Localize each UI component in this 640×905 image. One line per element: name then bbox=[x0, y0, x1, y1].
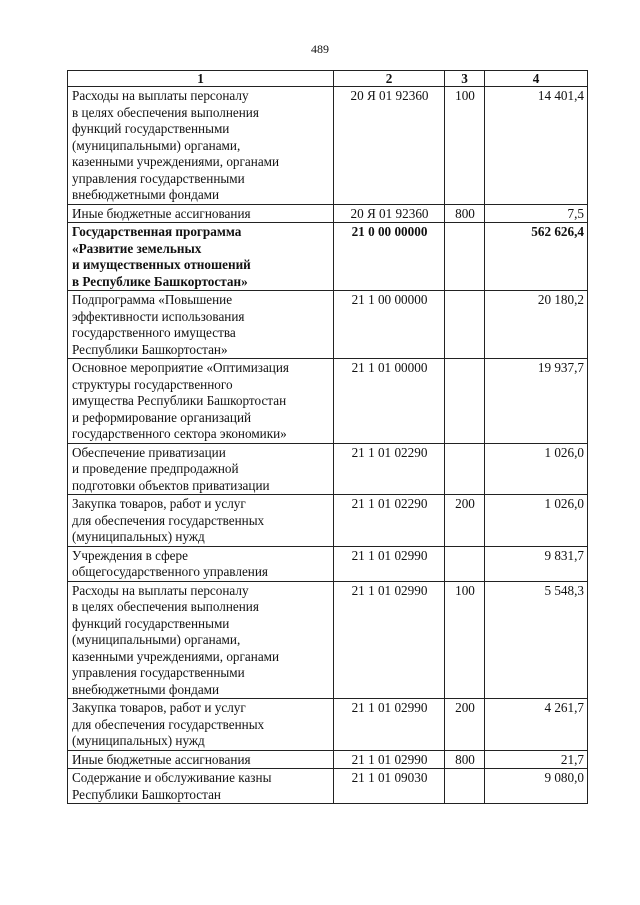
table-row bbox=[68, 769, 588, 804]
row-expense-type-cell bbox=[445, 443, 485, 495]
row-code-cell: 21 1 01 00000 bbox=[334, 359, 445, 444]
row-code-cell: 21 1 01 02990 bbox=[334, 581, 445, 699]
table-row bbox=[68, 443, 588, 495]
table-row bbox=[68, 87, 588, 205]
row-description-cell: Государственная программа «Развитие земельных и имущественных отношений в Республике Башкортостан» bbox=[68, 223, 334, 291]
row-amount-cell: 9 080,0 bbox=[485, 769, 588, 804]
row-code-cell: 21 1 00 00000 bbox=[334, 291, 445, 359]
row-expense-type-cell: 200 bbox=[445, 495, 485, 547]
table-row bbox=[68, 359, 588, 444]
table-row bbox=[68, 291, 588, 359]
row-description-cell: Расходы на выплаты персоналу в целях обеспечения выполнения функций государственными (муниципальными) органами, казенными учреждениями, органами управления государственными внебюджетными фондами bbox=[68, 581, 334, 699]
row-expense-type-cell bbox=[445, 291, 485, 359]
row-amount-cell: 14 401,4 bbox=[485, 87, 588, 205]
row-expense-type-cell bbox=[445, 769, 485, 804]
row-expense-type-cell bbox=[445, 546, 485, 581]
row-code-cell: 21 1 01 02990 bbox=[334, 699, 445, 751]
row-code-cell: 20 Я 01 92360 bbox=[334, 204, 445, 223]
row-code-cell: 21 1 01 02990 bbox=[334, 546, 445, 581]
row-description-cell: Расходы на выплаты персоналу в целях обеспечения выполнения функций государственными (муниципальными) органами, казенными учреждениями, органами управления государственными внебюджетными фондами bbox=[68, 87, 334, 205]
row-description-cell: Учреждения в сфере общегосударственного управления bbox=[68, 546, 334, 581]
row-amount-cell: 7,5 bbox=[485, 204, 588, 223]
table-row bbox=[68, 546, 588, 581]
row-description-cell: Закупка товаров, работ и услуг для обеспечения государственных (муниципальных) нужд bbox=[68, 699, 334, 751]
row-code-cell: 21 1 01 02290 bbox=[334, 495, 445, 547]
budget-table bbox=[67, 70, 588, 804]
row-description-cell: Подпрограмма «Повышение эффективности использования государственного имущества Республики Башкортостан» bbox=[68, 291, 334, 359]
column-header-4: 4 bbox=[485, 71, 588, 87]
row-amount-cell: 19 937,7 bbox=[485, 359, 588, 444]
row-description-cell: Основное мероприятие «Оптимизация структуры государственного имущества Республики Башкортостан и реформирование организаций государственного сектора экономики» bbox=[68, 359, 334, 444]
table-row bbox=[68, 581, 588, 699]
table-row bbox=[68, 204, 588, 223]
row-description-cell: Иные бюджетные ассигнования bbox=[68, 204, 334, 223]
row-code-cell: 20 Я 01 92360 bbox=[334, 87, 445, 205]
row-amount-cell: 21,7 bbox=[485, 750, 588, 769]
table-row bbox=[68, 750, 588, 769]
table-row bbox=[68, 495, 588, 547]
row-description-cell: Содержание и обслуживание казны Республики Башкортостан bbox=[68, 769, 334, 804]
row-amount-cell: 5 548,3 bbox=[485, 581, 588, 699]
header-row bbox=[68, 71, 588, 87]
row-amount-cell: 1 026,0 bbox=[485, 495, 588, 547]
row-expense-type-cell: 100 bbox=[445, 581, 485, 699]
row-expense-type-cell: 100 bbox=[445, 87, 485, 205]
column-header-3: 3 bbox=[445, 71, 485, 87]
table-row bbox=[68, 223, 588, 291]
row-expense-type-cell: 200 bbox=[445, 699, 485, 751]
page-number: 489 bbox=[311, 42, 329, 56]
row-expense-type-cell: 800 bbox=[445, 204, 485, 223]
table-row bbox=[68, 699, 588, 751]
row-amount-cell: 1 026,0 bbox=[485, 443, 588, 495]
table-body bbox=[68, 87, 588, 804]
row-code-cell: 21 1 01 02290 bbox=[334, 443, 445, 495]
column-header-2: 2 bbox=[334, 71, 445, 87]
row-amount-cell: 9 831,7 bbox=[485, 546, 588, 581]
row-expense-type-cell bbox=[445, 223, 485, 291]
row-code-cell: 21 0 00 00000 bbox=[334, 223, 445, 291]
row-amount-cell: 20 180,2 bbox=[485, 291, 588, 359]
row-expense-type-cell: 800 bbox=[445, 750, 485, 769]
row-description-cell: Закупка товаров, работ и услуг для обеспечения государственных (муниципальных) нужд bbox=[68, 495, 334, 547]
row-amount-cell: 4 261,7 bbox=[485, 699, 588, 751]
row-description-cell: Обеспечение приватизации и проведение предпродажной подготовки объектов приватизации bbox=[68, 443, 334, 495]
row-code-cell: 21 1 01 09030 bbox=[334, 769, 445, 804]
row-code-cell: 21 1 01 02990 bbox=[334, 750, 445, 769]
row-amount-cell: 562 626,4 bbox=[485, 223, 588, 291]
row-description-cell: Иные бюджетные ассигнования bbox=[68, 750, 334, 769]
row-expense-type-cell bbox=[445, 359, 485, 444]
column-header-1: 1 bbox=[68, 71, 334, 87]
